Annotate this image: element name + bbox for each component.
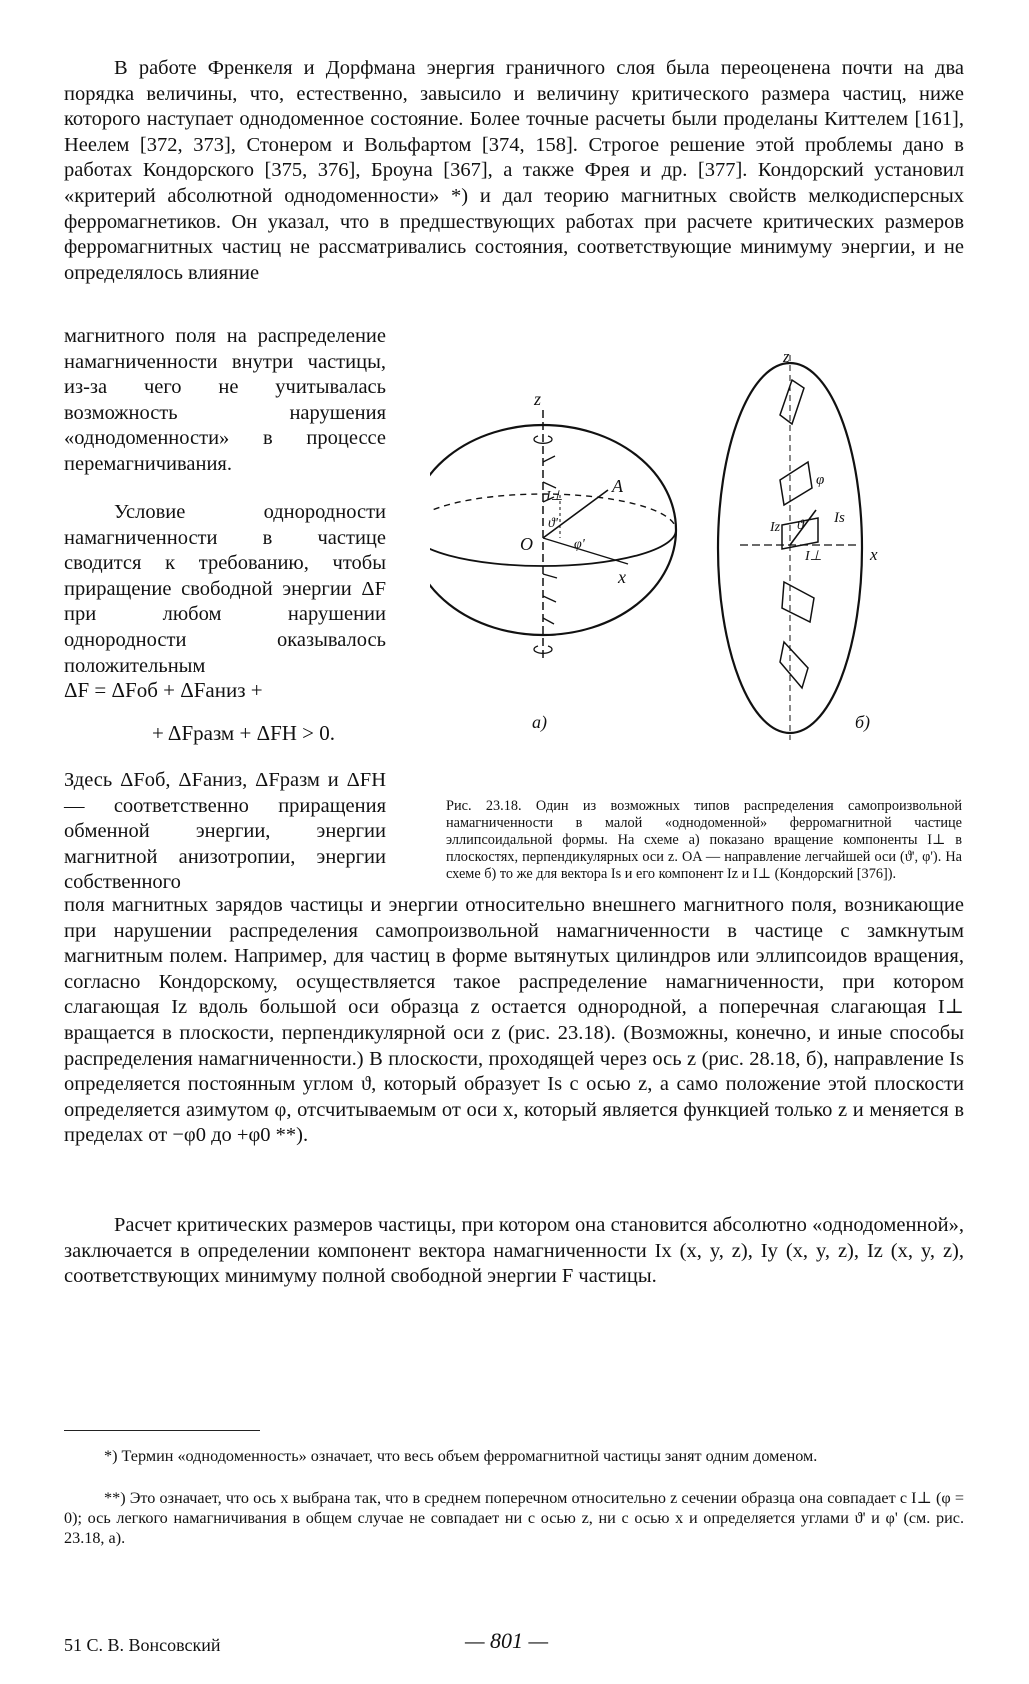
label-O: O xyxy=(520,534,533,554)
figure-caption: Рис. 23.18. Один из возможных типов распределения самопроизвольной намагниченности в малой «однодоменной» ферромагнитной частице эллипсоидальной формы. На схеме а) показано вращение компоненты I⊥ в плоскостях, перпендикулярных оси z. OA — направление легчайшей оси (ϑ', φ'). На схеме б) то же для вектора Is и его компонент Iz и I⊥ (Кондорский [376]). xyxy=(446,798,962,882)
equator-front xyxy=(430,530,676,566)
diagram-b xyxy=(718,350,878,740)
label-is-b: Is xyxy=(834,510,845,526)
footnote-2: **) Это означает, что ось x выбрана так, что в среднем поперечном относительно z сечении образца она совпадает с I⊥ (φ = 0); ось легкого намагничивания в общем случае не совпадает ни с осью z, ни с осью x и определяется углами ϑ' и φ' (см. рис. 23.18, а). xyxy=(64,1489,964,1547)
paragraph-intro-continued: магнитного поля на распределение намагниченности внутри частицы, из-за чего не учитывалась возможность нарушения «однодоменности» в процессе перемагничивания. xyxy=(64,325,386,475)
label-x-b: x xyxy=(870,545,878,564)
label-iz-b: Iz xyxy=(770,520,781,535)
x-axis-a xyxy=(543,538,628,564)
label-z-a: z xyxy=(534,389,542,409)
footnote-1: *) Термин «однодоменность» означает, что весь объем ферромагнитной частицы занят одним доменом. xyxy=(104,1447,818,1465)
label-z-b: z xyxy=(783,350,790,366)
page-number: — 801 — xyxy=(465,1628,549,1653)
label-theta-a: ϑ' xyxy=(548,516,558,531)
paragraph-intro: В работе Френкеля и Дорфмана энергия граничного слоя была переоценена почти на два порядка величины, что, естественно, завысило и величину критического размера частиц, ниже которого наступает однодоменное состояние. Более точные расчеты были проделаны Киттелем [161], Неелем [372, 373], Стонером и Вольфартом [374, 158]. Строгое решение этой проблемы дано в работах Кондорского [375, 376], Броуна [367], а также Фрея и др. [377]. Кондорский установил «критерий абсолютной однодоменности» *) и дал теорию магнитных свойств мелкодисперсных ферромагнетиков. Он указал, что в предшествующих работах при расчете критических размеров ферромагнитных частиц не рассматривались состояния, соответствующие минимуму энергии, и не определялось влияние xyxy=(64,57,964,284)
footnote-rule xyxy=(64,1430,260,1431)
diagram-a xyxy=(430,389,676,733)
label-theta-b: ϑ xyxy=(797,518,804,533)
label-A: A xyxy=(612,476,623,496)
printer-signature: 51 С. В. Вонсовский xyxy=(64,1635,221,1655)
label-x-a: x xyxy=(618,567,626,587)
subfigure-label-a: а) xyxy=(532,712,547,732)
subfigure-label-b: б) xyxy=(855,712,871,732)
formula-line-1: ΔF = ΔFоб + ΔFаниз + xyxy=(64,678,263,702)
formula-line-2: + ΔFразм + ΔFH > 0. xyxy=(152,721,336,745)
label-iperp-b: I⊥ xyxy=(805,549,822,564)
paragraph-distribution: поля магнитных зарядов частицы и энергии относительно внешнего магнитного поля, возникающие при нарушении распределения самопроизвольной намагниченности в частице с замкнутым магнитным полем. Например, для частиц в форме вытянутых цилиндров или эллипсоидов вращения, согласно Кондорскому, осуществляется такое распределение намагниченности, при котором слагающая Iz вдоль большой оси образца z остается однородной, а поперечная слагающая I⊥ вращается в плоскости, перпендикулярной оси z (рис. 23.18). (Возможны, конечно, и иные способы распределения намагниченности.) В плоскости, проходящей через ось z (рис. 28.18, б), направление Is определяется постоянным углом ϑ, который образует Is с осью z, а само положение этой плоскости определяется азимутом φ, отсчитываемым от оси x, который является функцией только z и меняется в пределах от −φ0 до +φ0 **). xyxy=(64,894,964,1147)
figure-23-18 xyxy=(430,350,975,750)
paragraph-critical-size: Расчет критических размеров частицы, при котором она становится абсолютно «однодоменной», заключается в определении компонент вектора намагниченности Ix (x, y, z), Iy (x, y, z), Iz (x, y, z), соответствующих минимуму полной свободной энергии F частицы. xyxy=(64,1214,964,1288)
paragraph-energy-terms: Здесь ΔFоб, ΔFаниз, ΔFразм и ΔFH — соответственно приращения обменной энергии, энергии магнитной анизотропии, энергии собственного xyxy=(64,769,386,894)
label-iperp-a: I⊥ xyxy=(546,489,563,504)
label-phi-a: φ' xyxy=(574,537,585,552)
label-phi-b: φ xyxy=(816,472,825,488)
paragraph-uniformity-condition: Условие однородности намагниченности в частице сводится к требованию, чтобы приращение свободной энергии ΔF при любом нарушении однородности оказывалось положительным xyxy=(64,501,386,677)
